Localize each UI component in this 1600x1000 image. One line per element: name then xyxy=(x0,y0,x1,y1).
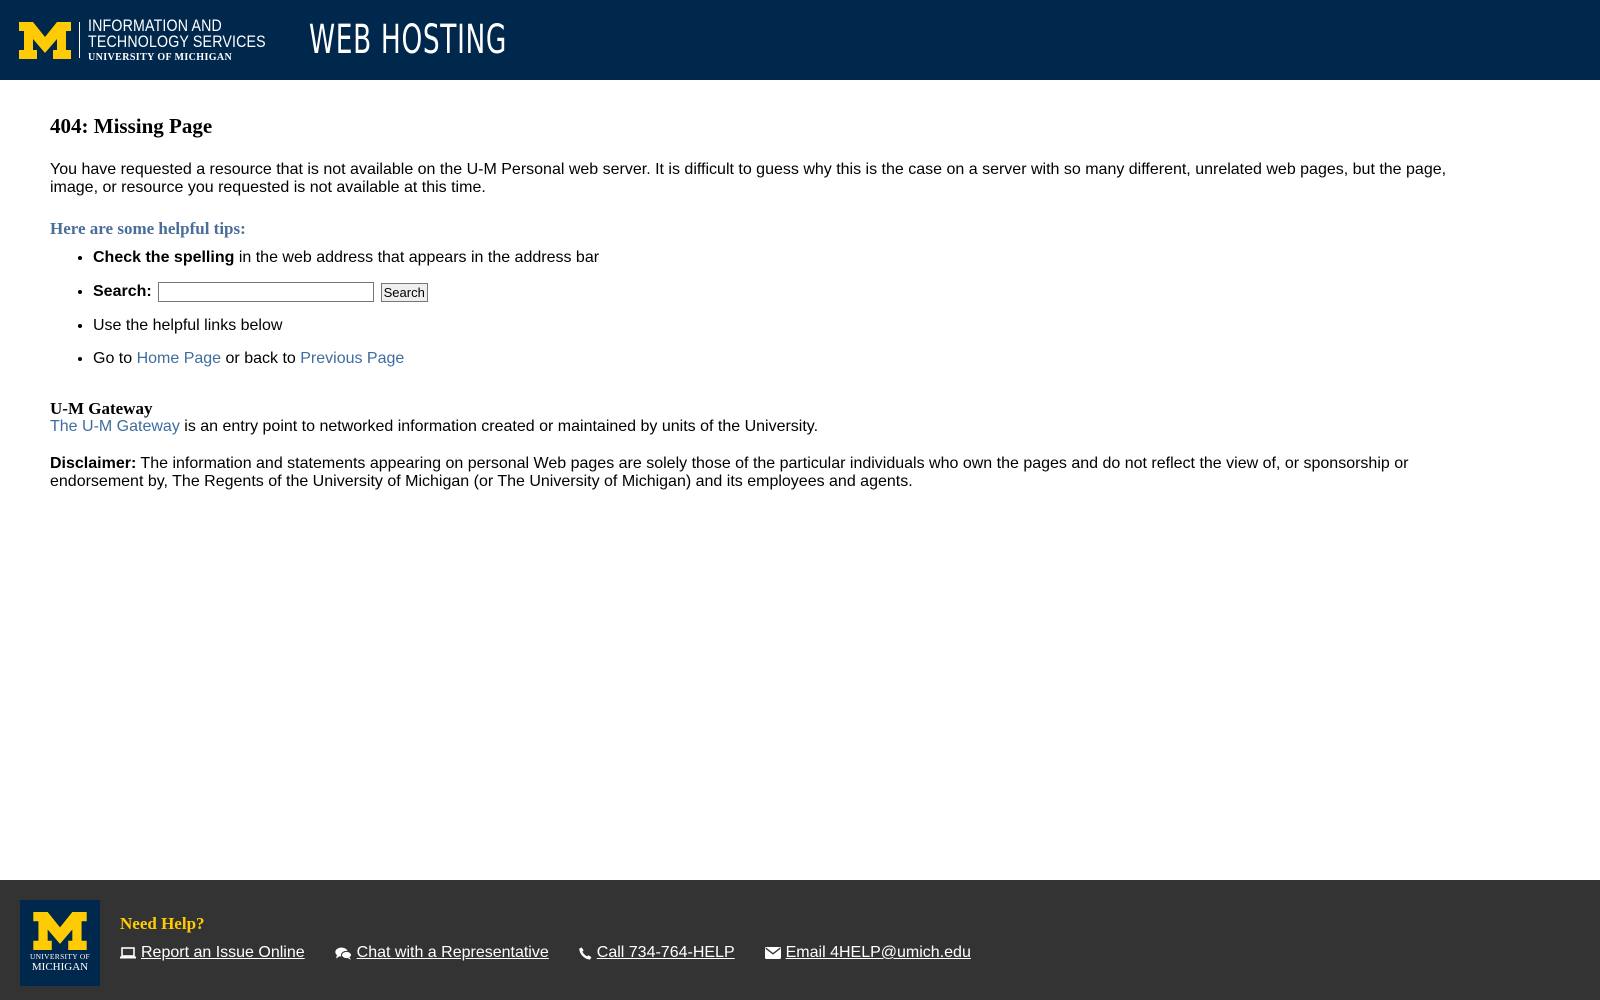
need-help-heading: Need Help? xyxy=(120,914,205,933)
block-m-logo-icon xyxy=(19,22,71,59)
phone-icon xyxy=(579,947,592,960)
site-title: WEB HOSTING xyxy=(308,17,507,63)
email-link[interactable] xyxy=(765,944,971,962)
intro-text: You have requested a resource that is not available on the U-M Personal web server. It is difficult to guess why this is the case on a server with so many different, unrelated web pages, but the page, image, or resource you requested is not available at this time. xyxy=(50,161,1447,196)
tip-spelling xyxy=(93,249,1470,267)
its-line-2: TECHNOLOGY SERVICES xyxy=(88,33,266,51)
tip-spelling-text: in the web address that appears in the address bar xyxy=(234,249,600,266)
gateway-link[interactable]: The U-M Gateway xyxy=(50,418,180,435)
its-university: UNIVERSITY OF MICHIGAN xyxy=(88,51,233,63)
chat-icon xyxy=(335,947,352,960)
gateway-description: is an entry point to networked information created or maintained by units of the University. xyxy=(179,418,819,435)
its-wordmark xyxy=(88,18,295,63)
report-issue-link[interactable] xyxy=(120,944,305,962)
main-content xyxy=(50,114,1470,491)
call-link[interactable] xyxy=(579,944,735,962)
gateway-heading: U-M Gateway xyxy=(50,399,153,418)
disclaimer xyxy=(50,455,1470,491)
tip-navigation xyxy=(93,350,1470,368)
gateway-section xyxy=(50,400,1470,436)
footer-logo-line2: MICHIGAN xyxy=(31,960,89,973)
footer-logo-line1: UNIVERSITY OF xyxy=(29,952,91,961)
goto-middle: or back to xyxy=(221,350,301,367)
footer-logo[interactable] xyxy=(20,900,100,986)
chat-link[interactable] xyxy=(335,944,549,962)
tip-spelling-bold: Check the spelling xyxy=(93,249,235,266)
call-label: Call 734-764-HELP xyxy=(596,944,735,961)
goto-prefix: Go to xyxy=(93,350,137,367)
tip-helpful-links: • Use the helpful links below xyxy=(93,317,1470,335)
brand-divider xyxy=(79,22,80,58)
search-label: Search: xyxy=(93,283,152,301)
report-issue-label: Report an Issue Online xyxy=(141,944,305,961)
page-title: 404: Missing Page xyxy=(50,114,213,138)
previous-page-link[interactable]: Previous Page xyxy=(300,350,405,367)
footer-logo-text xyxy=(20,953,100,973)
search-button[interactable]: Search xyxy=(381,283,428,302)
laptop-icon xyxy=(120,947,136,959)
home-page-link[interactable]: Home Page xyxy=(136,350,222,367)
search-input[interactable] xyxy=(158,282,374,302)
envelope-icon xyxy=(765,947,781,959)
its-line-1: INFORMATION AND xyxy=(88,16,222,35)
tips-heading: Here are some helpful tips: xyxy=(50,219,246,238)
disclaimer-text: The information and statements appearing on personal Web pages are solely those of the particular individuals who own the pages and do not reflect the view of, or sponsorship or endorsement by, The Regents of the University of Michigan (or The University of Michigan) and its employees and agents. xyxy=(50,455,1409,490)
footer-block-m-icon xyxy=(31,912,89,950)
help-links xyxy=(120,944,1001,962)
site-footer xyxy=(0,880,1600,1000)
chat-label: Chat with a Representative xyxy=(356,944,549,961)
disclaimer-label: Disclaimer: xyxy=(50,455,137,472)
brand[interactable] xyxy=(19,16,609,63)
tip-search xyxy=(93,282,1470,302)
tips-list xyxy=(50,249,1470,368)
gateway-text xyxy=(50,418,1470,436)
email-label: Email 4HELP@umich.edu xyxy=(785,944,971,961)
site-header xyxy=(0,0,1600,80)
